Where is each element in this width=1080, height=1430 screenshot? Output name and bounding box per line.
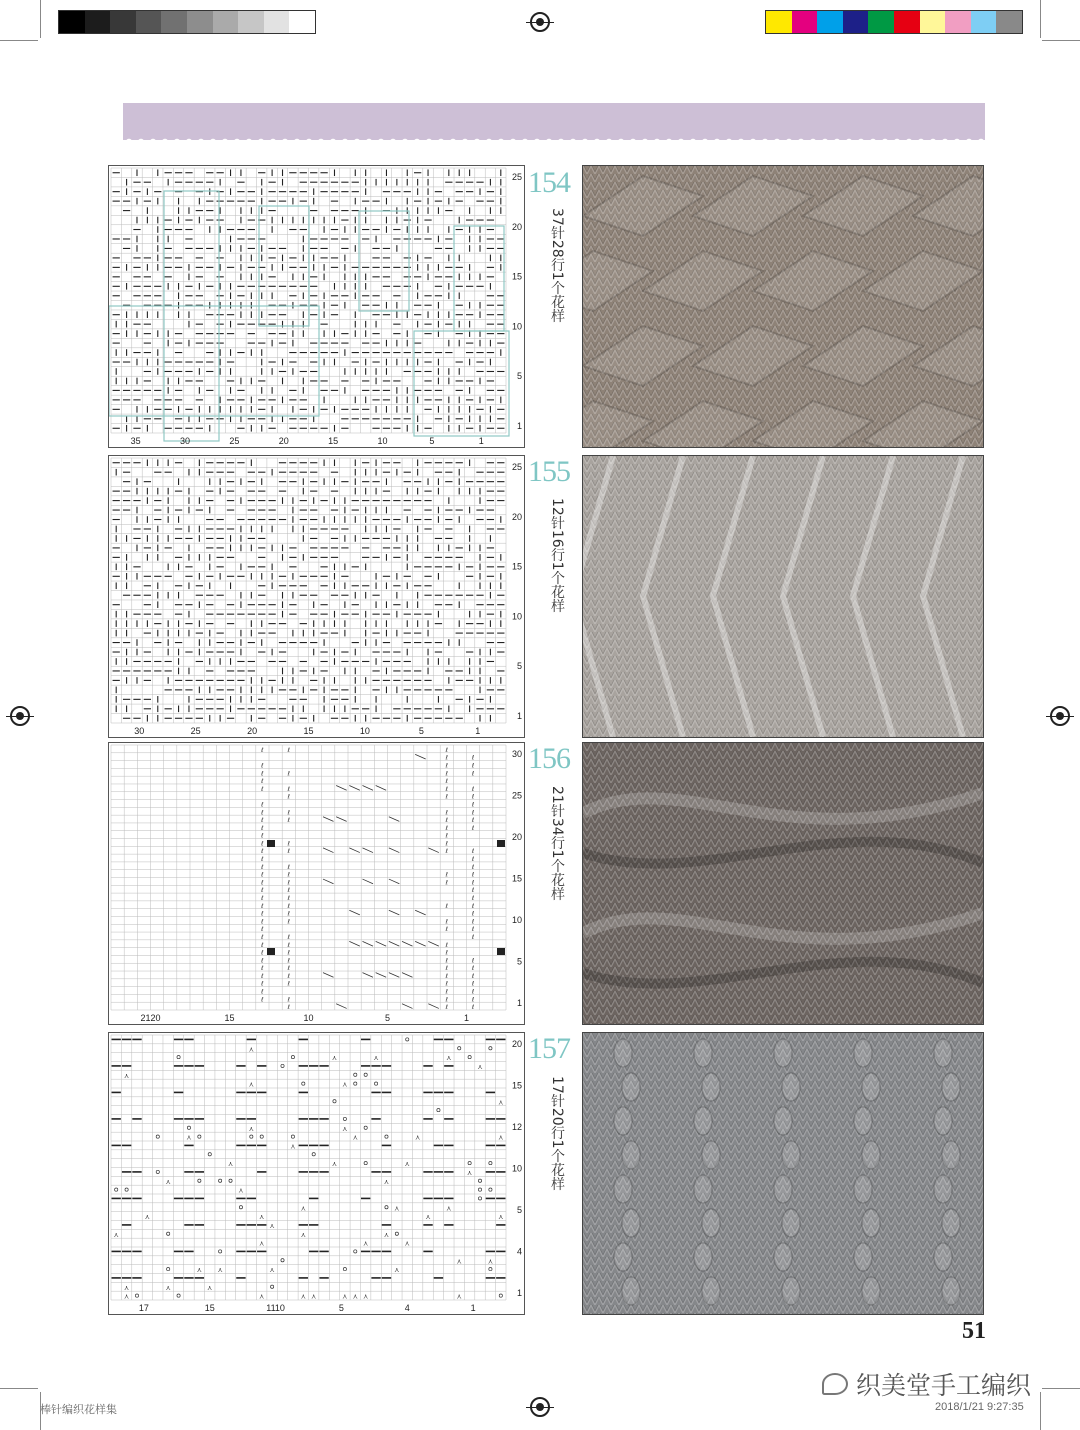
- calibration-swatch: [894, 11, 920, 33]
- svg-text:⋏: ⋏: [259, 1239, 265, 1248]
- x-tick-label: 15: [224, 1013, 235, 1023]
- svg-text:ℓ: ℓ: [471, 957, 475, 965]
- svg-text:ℓ: ℓ: [471, 965, 475, 973]
- y-tick-label: 4: [516, 1246, 522, 1257]
- svg-text:⋏: ⋏: [227, 1160, 234, 1169]
- watermark-text: 织美堂手工编织: [856, 1371, 1032, 1400]
- svg-text:ℓ: ℓ: [287, 863, 290, 871]
- svg-text:ℓ: ℓ: [471, 894, 475, 902]
- svg-text:ℓ: ℓ: [471, 933, 475, 941]
- x-tick-label: 15: [204, 1303, 215, 1313]
- svg-text:ℓ: ℓ: [445, 871, 448, 879]
- svg-text:⋏: ⋏: [331, 1054, 338, 1063]
- y-tick-label: 5: [516, 371, 522, 382]
- svg-text:ℓ: ℓ: [287, 809, 290, 817]
- svg-text:ℓ: ℓ: [261, 887, 264, 895]
- svg-text:ℓ: ℓ: [445, 941, 448, 949]
- header-banner-scallop: [123, 132, 985, 142]
- svg-text:⋏: ⋏: [456, 1292, 462, 1301]
- knit-texture: [583, 456, 983, 737]
- svg-text:ℓ: ℓ: [287, 817, 290, 825]
- svg-text:⋏: ⋏: [415, 1133, 421, 1142]
- svg-text:ℓ: ℓ: [261, 926, 264, 934]
- svg-text:ℓ: ℓ: [445, 824, 448, 832]
- crop-mark: [1040, 1392, 1041, 1430]
- svg-text:ℓ: ℓ: [261, 972, 264, 980]
- chart-grid: [109, 456, 524, 737]
- calibration-swatch: [110, 11, 136, 33]
- registration-mark-bottom: [530, 1397, 550, 1417]
- svg-text:ℓ: ℓ: [287, 918, 290, 926]
- svg-text:ℓ: ℓ: [445, 746, 448, 754]
- svg-text:ℓ: ℓ: [471, 871, 475, 879]
- y-tick-label: 10: [511, 611, 522, 622]
- pattern-number: 154: [528, 166, 570, 199]
- footer-file-name: 棒针编织花样集: [40, 1404, 117, 1416]
- x-tick-label: 10: [303, 1013, 314, 1023]
- svg-text:ℓ: ℓ: [261, 770, 264, 778]
- calibration-swatch: [868, 11, 894, 33]
- chart-grid: [109, 1033, 524, 1314]
- svg-text:ℓ: ℓ: [287, 887, 290, 895]
- svg-text:⋏: ⋏: [363, 1239, 369, 1248]
- svg-text:ℓ: ℓ: [261, 894, 264, 902]
- watermark: [822, 1366, 1031, 1402]
- svg-text:ℓ: ℓ: [471, 754, 475, 762]
- svg-text:⋏: ⋏: [383, 1230, 390, 1239]
- svg-text:⋏: ⋏: [186, 1133, 192, 1142]
- y-tick-label: 10: [511, 321, 522, 332]
- svg-text:ℓ: ℓ: [445, 809, 448, 817]
- calibration-swatch: [187, 11, 213, 33]
- y-tick-label: 25: [511, 172, 522, 182]
- swatch-photo-156: [582, 742, 984, 1025]
- footer-timestamp: 2018/1/21 9:27:35: [935, 1401, 1024, 1413]
- svg-text:ℓ: ℓ: [445, 770, 448, 778]
- x-tick-label: 5: [384, 1013, 391, 1023]
- x-tick-label: 2120: [140, 1013, 161, 1023]
- svg-text:ℓ: ℓ: [445, 817, 448, 825]
- x-tick-label: 35: [130, 436, 141, 446]
- svg-text:ℓ: ℓ: [445, 848, 448, 856]
- svg-text:ℓ: ℓ: [471, 887, 475, 895]
- svg-text:ℓ: ℓ: [261, 910, 264, 918]
- registration-mark-right: [1050, 706, 1070, 726]
- svg-text:ℓ: ℓ: [261, 785, 264, 793]
- svg-text:ℓ: ℓ: [287, 793, 290, 801]
- calibration-swatch: [792, 11, 818, 33]
- chart-grid: [109, 166, 524, 447]
- x-tick-label: 1: [478, 436, 484, 446]
- svg-text:ℓ: ℓ: [471, 988, 475, 996]
- svg-text:ℓ: ℓ: [287, 972, 290, 980]
- svg-text:⋏: ⋏: [342, 1080, 348, 1089]
- svg-text:⋏: ⋏: [259, 1213, 265, 1222]
- svg-text:ℓ: ℓ: [471, 980, 475, 988]
- svg-text:ℓ: ℓ: [445, 879, 448, 887]
- calibration-swatch: [971, 11, 997, 33]
- svg-text:ℓ: ℓ: [445, 832, 448, 840]
- y-tick-label: 10: [511, 915, 522, 925]
- svg-text:⋏: ⋏: [238, 1186, 244, 1195]
- svg-text:⋏: ⋏: [342, 1124, 348, 1133]
- x-tick-label: 17: [138, 1303, 149, 1313]
- pattern-number: 157: [528, 1032, 570, 1065]
- x-tick-label: 20: [278, 436, 289, 446]
- chart-grid: [109, 743, 524, 1024]
- svg-text:ℓ: ℓ: [287, 957, 290, 965]
- calibration-swatch: [843, 11, 869, 33]
- calibration-swatch: [238, 11, 264, 33]
- svg-text:ℓ: ℓ: [471, 902, 475, 910]
- svg-text:⋏: ⋏: [456, 1257, 462, 1266]
- x-tick-label: 1: [470, 1303, 476, 1313]
- svg-text:ℓ: ℓ: [287, 770, 290, 778]
- calibration-swatch: [996, 11, 1022, 33]
- svg-text:ℓ: ℓ: [471, 1004, 475, 1012]
- svg-text:ℓ: ℓ: [445, 785, 448, 793]
- wechat-icon: [822, 1373, 848, 1395]
- calibration-swatch: [289, 11, 315, 33]
- svg-text:⋏: ⋏: [259, 1292, 265, 1301]
- svg-text:ℓ: ℓ: [261, 902, 264, 910]
- svg-text:⋏: ⋏: [352, 1133, 358, 1142]
- svg-text:⋏: ⋏: [311, 1292, 317, 1301]
- svg-text:ℓ: ℓ: [287, 848, 290, 856]
- svg-text:⋏: ⋏: [144, 1213, 150, 1222]
- swatch-photo-157: [582, 1032, 984, 1315]
- svg-text:⋏: ⋏: [446, 1204, 452, 1213]
- y-tick-label: 25: [511, 462, 522, 472]
- svg-text:⋏: ⋏: [196, 1266, 202, 1275]
- x-tick-label: 5: [338, 1303, 344, 1313]
- svg-text:⋏: ⋏: [487, 1257, 493, 1266]
- svg-text:⋏: ⋏: [207, 1283, 213, 1292]
- svg-text:ℓ: ℓ: [445, 793, 448, 801]
- svg-text:ℓ: ℓ: [287, 894, 290, 902]
- svg-text:⋏: ⋏: [498, 1213, 504, 1222]
- svg-text:ℓ: ℓ: [445, 980, 448, 988]
- svg-text:ℓ: ℓ: [261, 949, 264, 957]
- svg-text:⋏: ⋏: [404, 1239, 410, 1248]
- svg-text:⋏: ⋏: [446, 1054, 452, 1063]
- svg-text:⋏: ⋏: [290, 1142, 296, 1151]
- x-tick-label: 5: [429, 436, 435, 446]
- svg-text:⋏: ⋏: [165, 1283, 171, 1292]
- y-tick-label: 20: [511, 221, 522, 232]
- svg-text:ℓ: ℓ: [445, 762, 448, 770]
- svg-text:ℓ: ℓ: [471, 809, 475, 817]
- svg-text:⋏: ⋏: [124, 1283, 130, 1292]
- svg-text:ℓ: ℓ: [287, 840, 290, 848]
- svg-text:ℓ: ℓ: [261, 957, 264, 965]
- svg-text:ℓ: ℓ: [261, 879, 264, 887]
- svg-text:ℓ: ℓ: [471, 879, 475, 887]
- svg-text:ℓ: ℓ: [261, 832, 264, 840]
- crop-mark: [1042, 40, 1080, 41]
- y-tick-label: 12: [511, 1122, 522, 1132]
- svg-text:ℓ: ℓ: [261, 965, 264, 973]
- svg-text:⋏: ⋏: [269, 1266, 275, 1275]
- svg-text:ℓ: ℓ: [445, 840, 448, 848]
- y-tick-label: 1: [516, 421, 522, 431]
- svg-text:⋏: ⋏: [404, 1160, 410, 1169]
- knit-texture: [583, 743, 983, 1024]
- svg-text:ℓ: ℓ: [261, 809, 264, 817]
- svg-text:ℓ: ℓ: [471, 801, 475, 809]
- svg-text:ℓ: ℓ: [287, 980, 290, 988]
- knitting-chart-155: [108, 455, 525, 738]
- y-tick-label: 15: [511, 1080, 522, 1091]
- x-tick-label: 10: [359, 726, 370, 736]
- svg-text:⋏: ⋏: [300, 1230, 306, 1239]
- svg-text:ℓ: ℓ: [287, 996, 290, 1004]
- svg-text:ℓ: ℓ: [471, 910, 475, 918]
- crop-mark: [1042, 1388, 1080, 1389]
- svg-text:⋏: ⋏: [165, 1177, 171, 1186]
- svg-text:⋏: ⋏: [477, 1062, 483, 1071]
- svg-text:ℓ: ℓ: [445, 996, 448, 1004]
- svg-text:ℓ: ℓ: [287, 871, 290, 879]
- svg-text:ℓ: ℓ: [445, 918, 448, 926]
- svg-text:⋏: ⋏: [342, 1292, 348, 1301]
- x-tick-label: 30: [180, 436, 191, 446]
- x-tick-label: 4: [404, 1303, 410, 1313]
- pattern-number: 155: [528, 455, 570, 488]
- pattern-description: 21针34行1个花样: [549, 786, 565, 901]
- svg-text:⋏: ⋏: [113, 1230, 119, 1239]
- svg-text:⋏: ⋏: [425, 1213, 431, 1222]
- svg-text:ℓ: ℓ: [261, 824, 264, 832]
- x-tick-label: 5: [418, 726, 424, 736]
- svg-text:⋏: ⋏: [300, 1292, 306, 1301]
- svg-text:ℓ: ℓ: [261, 996, 264, 1004]
- crop-mark: [0, 1388, 38, 1389]
- svg-text:⋏: ⋏: [248, 1124, 254, 1133]
- svg-text:ℓ: ℓ: [471, 972, 475, 980]
- svg-text:⋏: ⋏: [217, 1266, 223, 1275]
- svg-text:ℓ: ℓ: [261, 941, 264, 949]
- svg-text:⋏: ⋏: [124, 1071, 130, 1080]
- crop-mark: [1040, 0, 1041, 38]
- x-tick-label: 25: [190, 726, 201, 736]
- svg-text:ℓ: ℓ: [445, 778, 448, 786]
- svg-text:⋏: ⋏: [124, 1292, 130, 1301]
- svg-text:ℓ: ℓ: [261, 933, 264, 941]
- x-tick-label: 1110: [266, 1303, 285, 1313]
- knitting-chart-154: [108, 165, 525, 448]
- svg-text:⋏: ⋏: [248, 1045, 254, 1054]
- svg-text:ℓ: ℓ: [261, 801, 264, 809]
- y-tick-label: 5: [516, 1205, 522, 1215]
- svg-text:⋏: ⋏: [248, 1080, 254, 1089]
- svg-text:ℓ: ℓ: [287, 965, 290, 973]
- calibration-swatch: [766, 11, 792, 33]
- calibration-swatch: [920, 11, 946, 33]
- x-tick-label: 15: [328, 436, 339, 446]
- y-tick-label: 5: [516, 661, 522, 672]
- svg-text:ℓ: ℓ: [287, 941, 290, 949]
- svg-text:⋏: ⋏: [394, 1266, 400, 1275]
- knitting-chart-157: [108, 1032, 525, 1315]
- svg-text:ℓ: ℓ: [287, 933, 290, 941]
- x-tick-label: 15: [303, 726, 314, 736]
- svg-text:ℓ: ℓ: [261, 871, 264, 879]
- svg-text:ℓ: ℓ: [261, 988, 264, 996]
- svg-text:ℓ: ℓ: [261, 856, 264, 864]
- svg-text:ℓ: ℓ: [261, 848, 264, 856]
- x-tick-label: 20: [247, 726, 258, 736]
- x-tick-label: 10: [377, 436, 388, 446]
- svg-text:ℓ: ℓ: [261, 762, 264, 770]
- svg-text:⋏: ⋏: [467, 1168, 473, 1177]
- svg-text:ℓ: ℓ: [287, 785, 290, 793]
- svg-text:ℓ: ℓ: [261, 817, 264, 825]
- y-tick-label: 15: [511, 873, 522, 884]
- calibration-swatch: [213, 11, 239, 33]
- svg-text:ℓ: ℓ: [471, 762, 475, 770]
- svg-text:ℓ: ℓ: [445, 972, 448, 980]
- svg-text:ℓ: ℓ: [261, 918, 264, 926]
- svg-text:⋏: ⋏: [352, 1292, 358, 1301]
- svg-text:ℓ: ℓ: [471, 817, 475, 825]
- svg-text:ℓ: ℓ: [471, 824, 475, 832]
- svg-text:ℓ: ℓ: [471, 785, 475, 793]
- svg-text:ℓ: ℓ: [445, 957, 448, 965]
- svg-text:ℓ: ℓ: [287, 949, 290, 957]
- svg-text:ℓ: ℓ: [471, 848, 475, 856]
- y-tick-label: 1: [516, 711, 522, 721]
- y-tick-label: 20: [511, 832, 522, 842]
- swatch-photo-154: [582, 165, 984, 448]
- svg-text:ℓ: ℓ: [445, 988, 448, 996]
- svg-text:⋏: ⋏: [269, 1221, 275, 1230]
- svg-text:⋏: ⋏: [373, 1054, 379, 1063]
- y-tick-label: 20: [511, 511, 522, 522]
- y-tick-label: 1: [516, 1288, 522, 1298]
- svg-text:ℓ: ℓ: [261, 863, 264, 871]
- x-tick-label: 30: [134, 726, 145, 736]
- svg-text:⋏: ⋏: [498, 1098, 504, 1107]
- calibration-swatch: [817, 11, 843, 33]
- knit-texture: [583, 166, 983, 447]
- svg-text:ℓ: ℓ: [261, 980, 264, 988]
- calibration-swatch: [945, 11, 971, 33]
- knit-texture: [583, 1033, 983, 1314]
- calibration-swatch: [161, 11, 187, 33]
- calibration-swatch: [136, 11, 162, 33]
- y-tick-label: 20: [511, 1039, 522, 1049]
- svg-text:ℓ: ℓ: [445, 965, 448, 973]
- svg-text:⋏: ⋏: [363, 1292, 369, 1301]
- y-tick-label: 5: [516, 956, 522, 967]
- color-calibration-bar: [765, 10, 1023, 34]
- grayscale-calibration-bar: [58, 10, 316, 34]
- svg-text:⋏: ⋏: [331, 1160, 338, 1169]
- svg-text:ℓ: ℓ: [261, 746, 264, 754]
- registration-mark-top: [530, 12, 550, 32]
- svg-text:⋏: ⋏: [394, 1204, 400, 1213]
- pattern-number: 156: [528, 742, 570, 775]
- svg-text:ℓ: ℓ: [471, 863, 475, 871]
- pattern-description: 37针28行1个花样: [549, 208, 565, 323]
- pattern-description: 12针16行1个花样: [549, 498, 565, 613]
- crop-mark: [0, 40, 38, 41]
- calibration-swatch: [59, 11, 85, 33]
- svg-text:ℓ: ℓ: [471, 856, 475, 864]
- svg-text:ℓ: ℓ: [287, 746, 290, 754]
- calibration-swatch: [264, 11, 290, 33]
- svg-text:ℓ: ℓ: [471, 926, 475, 934]
- svg-text:ℓ: ℓ: [445, 1004, 448, 1012]
- x-tick-label: 25: [229, 436, 240, 446]
- svg-text:ℓ: ℓ: [287, 910, 290, 918]
- svg-text:⋏: ⋏: [300, 1204, 306, 1213]
- knitting-chart-156: [108, 742, 525, 1025]
- svg-text:ℓ: ℓ: [287, 879, 290, 887]
- svg-text:ℓ: ℓ: [445, 949, 448, 957]
- svg-text:ℓ: ℓ: [287, 1004, 290, 1012]
- y-tick-label: 30: [511, 749, 522, 759]
- y-tick-label: 10: [511, 1163, 522, 1174]
- svg-text:ℓ: ℓ: [445, 902, 448, 910]
- crop-mark: [40, 0, 41, 38]
- y-tick-label: 15: [511, 271, 522, 282]
- swatch-photo-155: [582, 455, 984, 738]
- svg-text:⋏: ⋏: [498, 1133, 504, 1142]
- registration-mark-left: [10, 706, 30, 726]
- pattern-description: 17针20行1个花样: [549, 1076, 565, 1191]
- svg-text:ℓ: ℓ: [445, 754, 448, 762]
- svg-text:ℓ: ℓ: [261, 840, 264, 848]
- y-tick-label: 15: [511, 561, 522, 572]
- svg-text:ℓ: ℓ: [261, 778, 264, 786]
- y-tick-label: 1: [516, 998, 522, 1008]
- y-tick-label: 25: [511, 790, 522, 801]
- svg-text:ℓ: ℓ: [471, 770, 475, 778]
- x-tick-label: 1: [475, 726, 481, 736]
- svg-text:ℓ: ℓ: [471, 996, 475, 1004]
- calibration-swatch: [85, 11, 111, 33]
- x-tick-label: 1: [463, 1013, 470, 1023]
- svg-text:⋏: ⋏: [383, 1177, 390, 1186]
- svg-text:ℓ: ℓ: [471, 793, 475, 801]
- page-number: 51: [962, 1318, 986, 1344]
- svg-text:ℓ: ℓ: [445, 926, 448, 934]
- svg-text:ℓ: ℓ: [471, 918, 475, 926]
- svg-text:ℓ: ℓ: [287, 902, 290, 910]
